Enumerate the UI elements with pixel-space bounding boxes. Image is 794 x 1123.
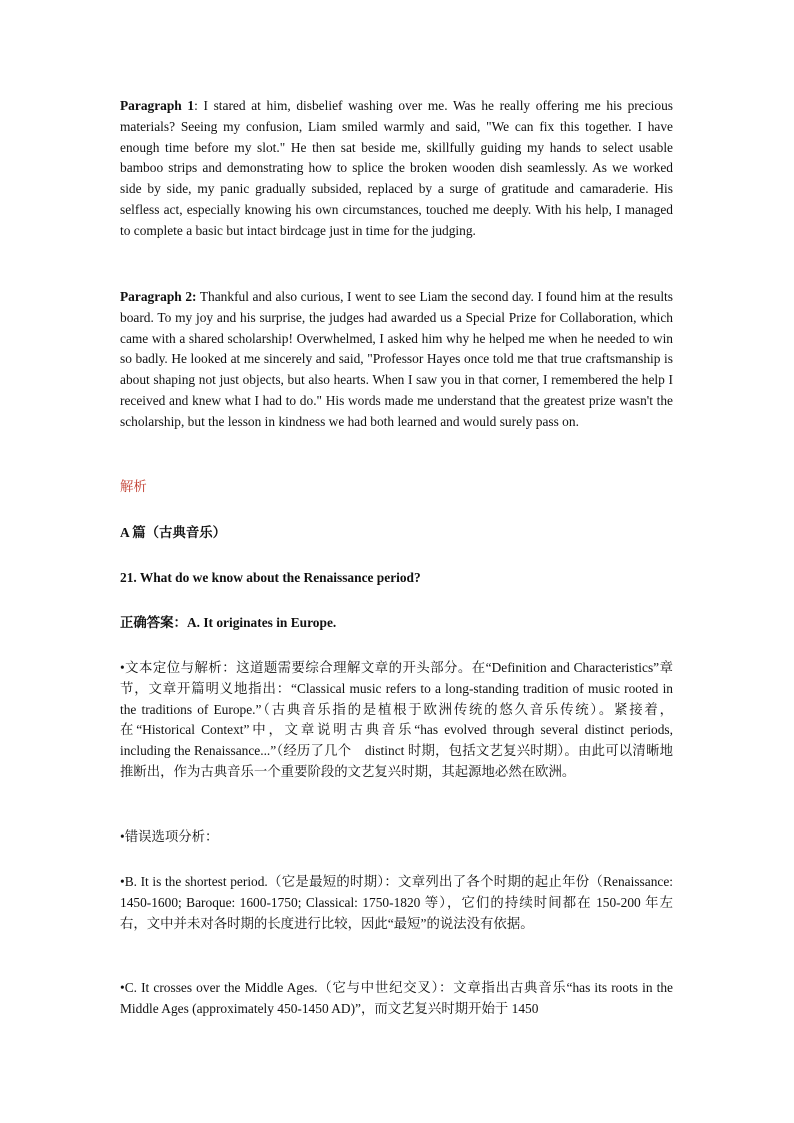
correct-answer: 正确答案：A. It originates in Europe. bbox=[120, 615, 337, 630]
paragraph-2 bbox=[120, 287, 673, 433]
analysis-text: •文本定位与解析：这道题需要综合理解文章的开头部分。在“Definition and Characteristics”章节，文章开篇明义地指出：“Classical music refers to a long-standing tradition of music rooted in the traditions of Europe.”（古典音乐指的是植根于欧洲传统的悠久音乐传统）。紧接着，在“Historical Context”中，文章说明古典音乐“has evolved through several distinct periods, including the Renaissance...”（经历了几个 distinct 时期，包括文艺复兴时期）。由此可以清晰地推断出，作为古典音乐一个重要阶段的文艺复兴时期，其起源地必然在欧洲。 bbox=[120, 660, 673, 779]
paragraph-1-text: : I stared at him, disbelief washing over me. Was he really offering me his precious materials? Seeing my confusion, Liam smiled warmly and said, "We can fix this together. I have enough time before my slot." He then sat beside me, skillfully guiding my hands to select usable bamboo strips and demonstrating how to splice the broken wooden dish seamlessly. As we worked side by side, my panic gradually subsided, replaced by a surge of gratitude and camaraderie. His selfless act, especially knowing his own circumstances, touched me deeply. With his help, I managed to complete a basic but intact birdcage just in time for the judging. bbox=[120, 98, 673, 238]
paragraph-1-label: Paragraph 1 bbox=[120, 98, 195, 113]
paragraph-2-label: Paragraph 2: bbox=[120, 289, 197, 304]
section-title: A 篇（古典音乐） bbox=[120, 525, 227, 540]
option-c-analysis: •C. It crosses over the Middle Ages.（它与中世纪交叉）：文章指出古典音乐“has its roots in the Middle Ages (approximately 450-1450 AD)”，而文艺复兴时期开始于 1450 bbox=[120, 980, 673, 1016]
question-21: 21. What do we know about the Renaissance period? bbox=[120, 570, 421, 585]
analysis-heading: 解析 bbox=[120, 480, 147, 495]
paragraph-2-text: Thankful and also curious, I went to see Liam the second day. I found him at the results board. To my joy and his surprise, the judges had awarded us a Special Prize for Collaboration, which came with a shared scholarship! Overwhelmed, I asked him why he helped me when he needed to win so badly. He looked at me sincerely and said, "Professor Hayes once told me that true craftsmanship is about shaping not just objects, but also hearts. When I saw you in that corner, I remembered the help I received and knew what I had to do." His words made me understand that the greatest prize wasn't the scholarship, but the lesson in kindness we had both learned and would surely pass on. bbox=[120, 289, 673, 429]
error-analysis-title: •错误选项分析： bbox=[120, 829, 219, 844]
option-b-analysis: •B. It is the shortest period.（它是最短的时期）：文章列出了各个时期的起止年份（Renaissance: 1450-1600; Baroque: 1600-1750; Classical: 1750-1820 等），它们的持续时间都在 150-200 年左右，文中并未对各时期的长度进行比较，因此“最短”的说法没有依据。 bbox=[120, 874, 673, 931]
paragraph-1 bbox=[120, 96, 673, 242]
